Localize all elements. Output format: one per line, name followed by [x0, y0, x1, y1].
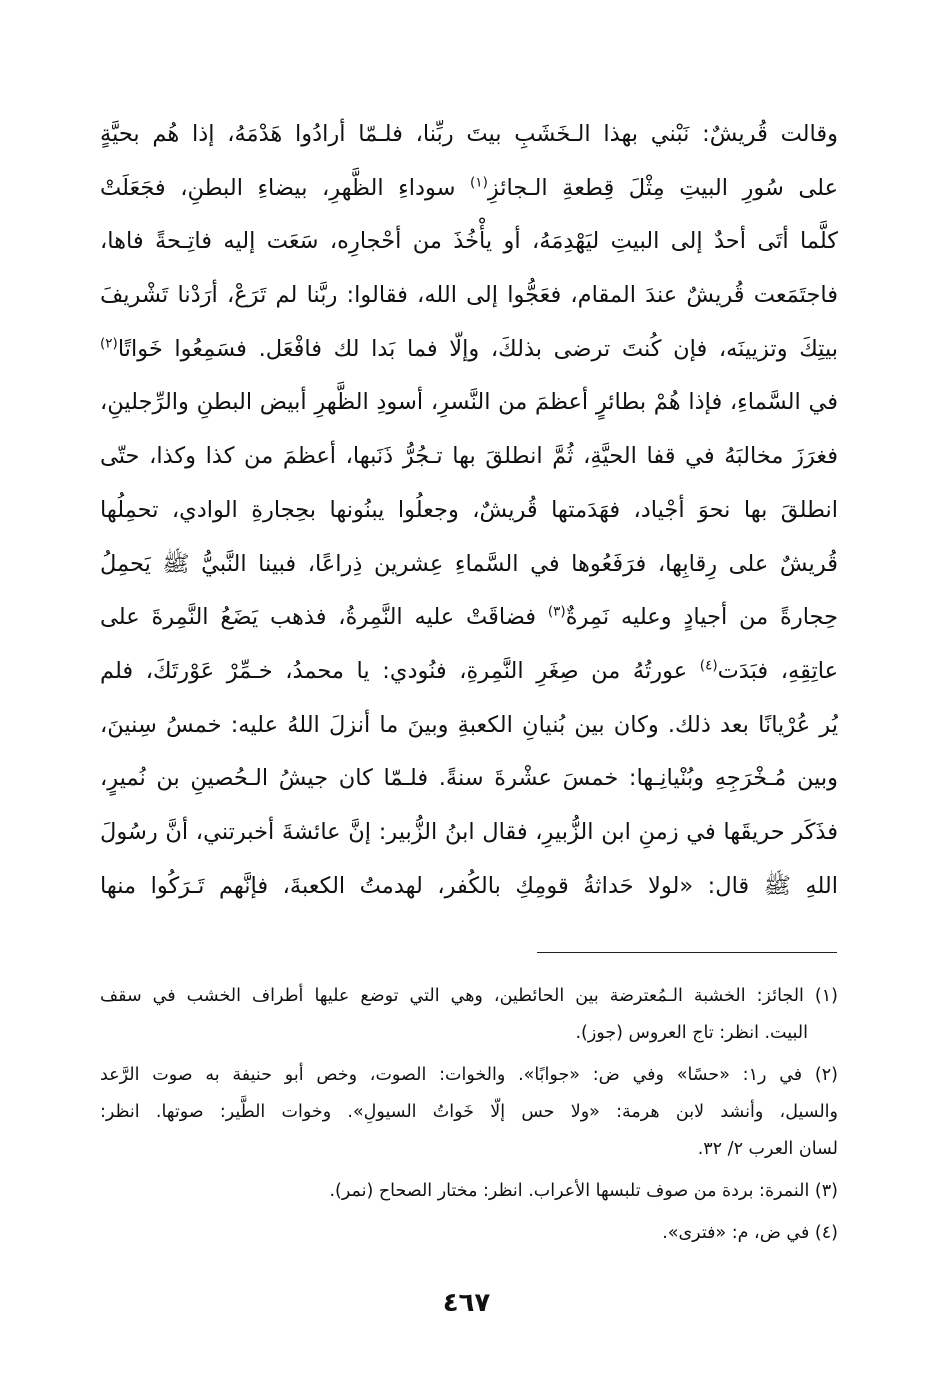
main-text-block: [100, 108, 838, 913]
main-line-text: حِجارةً من أجيادٍ وعليه نَمِرةٌ: [565, 604, 838, 631]
main-line-text: بيتِكَ وتزيينَه، فإن كُنتَ ترضى بذلكَ، وإلّا فما بَدا لك فافْعَل. فسَمِعُوا خَواتًا: [117, 335, 838, 362]
main-line-text: انطلقَ بها نحوَ أجْياد، فهَدَمتها قُريشٌ، وجعلُوا يبنُونها بحِجارةِ الوادي، تحمِلُها: [100, 496, 838, 523]
main-line-text: عاتِقِهِ، فبَدَت: [717, 657, 838, 684]
footnote-2-line-1: (٢) في ر١: «حسًا» وفي ض: «جوابًا». والخوات: الصوت، وخص أبو حنيفة به صوت الرَّعد: [100, 1065, 838, 1085]
footnote-2-line-3: لسان العرب ٢/ ٣٢.: [697, 1139, 838, 1159]
main-line-text: فذَكَر حريقَها في زمنِ ابن الزُّبيرِ، فقال ابنُ الزُّبير: إنَّ عائشةَ أخبرتني، أنَّ رسُولَ: [100, 818, 838, 845]
footnote-separator: [537, 952, 837, 953]
footnotes-block: [100, 978, 838, 1252]
main-line-text: قُريشٌ على رِقابِها، فرَفَعُوها في السَّماءِ عِشرين ذِراعًا، فبينا النَّبيُّ ﷺ يَحمِلُ: [100, 550, 838, 577]
main-line-text-tail: عورتُهُ من صِغَرِ النَّمِرةِ، فنُودي: يا محمدُ، خـمِّرْ عَوْرتَكَ، فلم: [100, 657, 688, 684]
main-line-text: في السَّماءِ، فإذا هُمْ بطائرٍ أعظمَ من النَّسرِ، أسودِ الظَّهرِ أبيض البطنِ والرِّجلينِ،: [100, 389, 838, 416]
main-line-2: [100, 162, 838, 216]
main-line-15: [100, 860, 838, 914]
footnote-3-line-1: (٣) النمرة: بردة من صوف تلبسها الأعراب. انظر: مختار الصحاح (نمر).: [329, 1181, 838, 1201]
footnote-ref-1[interactable]: (١): [470, 174, 488, 191]
footnote-ref-3[interactable]: (٣): [547, 603, 566, 620]
footnote-4-line-1: (٤) في ض، م: «فترى».: [662, 1223, 838, 1243]
main-line-text: كلَّما أتَى أحدٌ إلى البيتِ ليَهْدِمَهُ، أو يأْخُذَ من أحْجارِه، سَعَت إليه فاتِـحةً فاها،: [100, 228, 838, 255]
footnote-ref-2[interactable]: (٢): [100, 335, 118, 352]
main-line-text-tail: فضاقَتْ عليه النَّمِرةُ، فذهب يَضَعُ النَّمِرةَ على: [100, 604, 537, 631]
main-line-text: فاجتَمَعت قُريشٌ عندَ المقام، فعَجُّوا إلى الله، فقالوا: ربَّنا لم تَرَعْ، أرَدْنا تَشْريفَ: [100, 282, 838, 309]
main-line-4: [100, 269, 838, 323]
page-number: ٤٦٧: [442, 1288, 491, 1318]
main-line-text: وبين مُـخْرَجِهِ وبُنْيانِـها: خمسَ عشْرةَ سنةً. فلـمّا كان جيشُ الـحُصينِ بن نُميرٍ،: [100, 765, 838, 792]
main-line-text: فغرَزَ مخالبَهُ في قفا الحيَّةِ، ثُمَّ انطلقَ بها تـجُرُّ ذَنَبها، أعظمَ من كذا وكذا، حتّى: [100, 443, 838, 470]
main-line-text: اللهِ ﷺ قال: «لولا حَداثةُ قومِكِ بالكُفر، لهدمتُ الكعبةَ، فإنَّهم تَـرَكُوا منها: [100, 872, 838, 899]
main-line-1: [100, 108, 838, 162]
main-line-5: [100, 323, 838, 377]
main-line-text: على سُورِ البيتِ مِثْلَ قِطعةِ الـجائزِ: [487, 174, 838, 201]
main-line-10: [100, 591, 838, 645]
main-line-8: [100, 484, 838, 538]
main-line-14: [100, 806, 838, 860]
footnote-1-line-1: (١) الجائز: الخشبة الـمُعترضة بين الحائطين، وهي التي توضع عليها أطراف الخشب في سقف: [100, 986, 838, 1006]
main-line-text: وقالت قُريشٌ: نَبْني بهذا الـخَشَبِ بيتَ ربِّنا، فلـمّا أرادُوا هَدْمَهُ، إذا هُم بحيَّةٍ: [100, 121, 838, 147]
main-line-9: [100, 538, 838, 592]
main-line-12: [100, 699, 838, 753]
main-line-text-tail: سوداءِ الظَّهرِ، بيضاءِ البطنِ، فجَعَلَتْ: [100, 174, 456, 201]
footnote-1-line-2: البيت. انظر: تاج العروس (جوز).: [575, 1023, 808, 1043]
main-line-3: [100, 215, 838, 269]
main-line-6: [100, 376, 838, 430]
footnote-ref-4[interactable]: (٤): [699, 657, 718, 674]
main-line-7: [100, 430, 838, 484]
main-line-11: [100, 645, 838, 699]
main-line-text: يُر عُرْيانًا بعد ذلك. وكان بين بُنيانِ الكعبةِ وبينَ ما أنزلَ اللهُ عليه: خمسُ سِنينَ،: [100, 711, 838, 738]
main-line-13: [100, 752, 838, 806]
footnote-2-line-2: والسيل، وأنشد لابن هرمة: «ولا حس إلّا خَواتُ السيولِ». وخوات الطَّير: صوتها. انظر:: [100, 1102, 838, 1122]
